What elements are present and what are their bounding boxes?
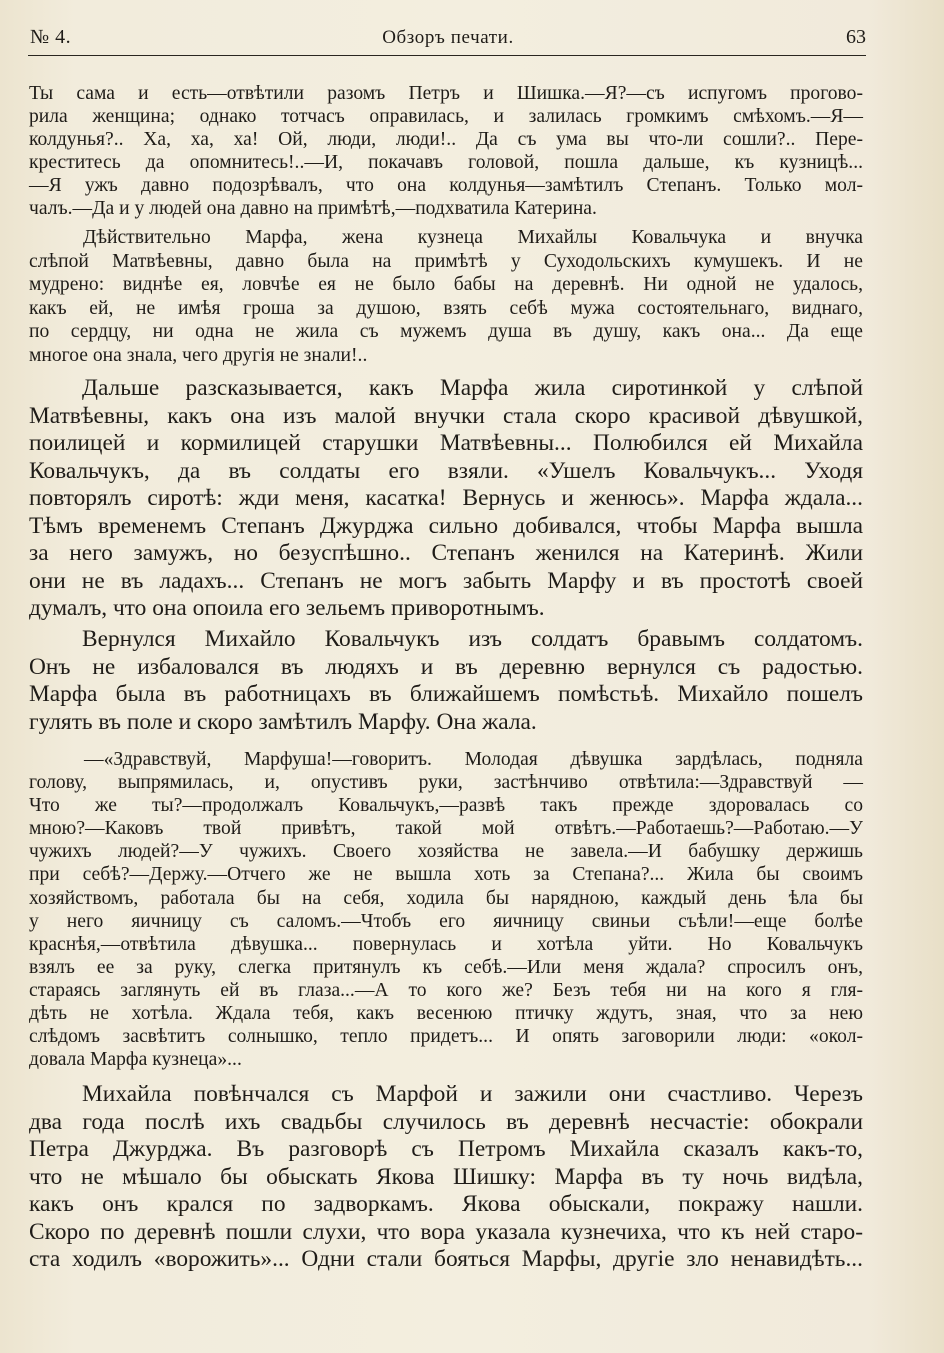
text-line: Что же ты?—продолжалъ Ковальчукъ,—развѣ такъ прежде здоровалась со xyxy=(29,795,863,817)
text-line: при себѣ?—Держу.—Отчего же не вышла хоть за Степана?... Жила бы своимъ xyxy=(29,864,863,886)
text-line: —Я ужъ давно подозрѣвалъ, что она колдунья—замѣтилъ Степанъ. Только мол- xyxy=(29,175,863,197)
text-line: какъ ей, не имѣя гроша за душою, взять себѣ мужа состоятельнаго, виднаго, xyxy=(29,297,863,319)
text-line: по сердцу, ни одна не жила съ мужемъ душа въ душу, какъ она... Да еще xyxy=(29,321,863,343)
text-line: два года послѣ ихъ свадьбы случилось въ деревнѣ несчастіе: обокрали xyxy=(29,1108,863,1135)
text-line: мною?—Каковъ твой привѣтъ, такой мой отвѣтъ.—Работаешь?—Работаю.—У xyxy=(29,818,863,840)
text-line: Марфа была въ работницахъ въ ближайшемъ помѣстьѣ. Михайло пошелъ xyxy=(29,681,863,707)
text-line: Дѣйствительно Марфа, жена кузнеца Михайлы Ковальчука и внучка xyxy=(83,227,863,248)
text-line: Матвѣевны, какъ она изъ малой внучки стала скоро красивой дѣвушкой, xyxy=(29,402,863,429)
text-line: —«Здравствуй, Марфуша!—говоритъ. Молодая дѣвушка зардѣлась, подняла xyxy=(84,749,863,770)
text-line: Скоро по деревнѣ пошли слухи, что вора указала кузнечиха, что къ ней старо- xyxy=(29,1218,863,1245)
text-line: взялъ ее за руку, слегка притянулъ къ себѣ.—Или меня ждала? спросилъ онъ, xyxy=(29,956,863,978)
header-rule xyxy=(28,55,866,56)
paragraph-summary-1 xyxy=(29,375,863,623)
paragraph-summary-3 xyxy=(29,1081,863,1274)
text-line: чужихъ людей?—У чужихъ. Своего хозяйства не завела.—И бабушку держишь xyxy=(29,841,863,863)
text-line: ста ходилъ «ворожить»... Одни стали бояться Марфы, другіе зло ненавидѣть... xyxy=(29,1246,863,1272)
text-line: чалъ.—Да и у людей она давно на примѣтѣ,—подхватила Катерина. xyxy=(29,198,597,220)
text-line: Петра Джурджа. Въ разговорѣ съ Петромъ Михайла сказалъ какъ-то, xyxy=(29,1136,863,1162)
text-line: многое она знала, чего другія не знали!.. xyxy=(29,344,368,366)
text-line: какъ онъ крался по задворкамъ. Якова обыскали, покражу нашли. xyxy=(29,1191,863,1217)
paragraph-summary-2 xyxy=(29,626,863,736)
paragraph-dialogue-2 xyxy=(29,748,863,1071)
text-line: Онъ не избаловался въ людяхъ и въ деревню вернулся съ радостью. xyxy=(29,653,863,680)
issue-number: № 4. xyxy=(30,26,72,48)
text-line: Вернулся Михайло Ковальчукъ изъ солдатъ бравымъ солдатомъ. xyxy=(82,626,863,652)
text-line: поилицей и кормилицей старушки Матвѣевны... Полюбился ей Михайла xyxy=(29,430,863,456)
text-line: они не въ ладахъ... Степанъ не могъ забыть Марфу и въ простотѣ своей xyxy=(29,567,863,594)
text-line: колдунья?.. Ха, ха, ха! Ой, люди, люди!.. Да съ ума вы что-ли сошли?.. Пере- xyxy=(29,129,863,151)
text-line: мудрено: виднѣе ея, ловчѣе ея не было бабы на деревнѣ. Ни одной не удалось, xyxy=(29,274,863,296)
text-line: Дальше разсказывается, какъ Марфа жила сиротинкой у слѣпой xyxy=(82,375,863,401)
text-line: Тѣмъ временемъ Степанъ Джурджа сильно добивался, чтобы Марфа вышла xyxy=(29,512,863,539)
text-line: краснѣя,—отвѣтила дѣвушка... повернулась и хотѣла уйти. Но Ковальчукъ xyxy=(29,933,863,955)
text-line: у него яичницу съ саломъ.—Чтобъ его яичницу свиньи съѣли!—еще болѣе xyxy=(29,910,863,932)
text-line: слѣдомъ засвѣтитъ солнышко, тепло придетъ... И опять заговорили люди: «окол- xyxy=(29,1026,863,1048)
running-title: Обзоръ печати. xyxy=(382,27,514,48)
text-line: за него замужъ, но безуспѣшно.. Степанъ женился на Катеринѣ. Жили xyxy=(29,540,863,566)
text-line: дѣть не хотѣла. Ждала тебя, какъ весенюю птичку ждутъ, зная, что за нею xyxy=(29,1003,863,1025)
text-line: повторялъ сиротѣ: жди меня, касатка! Вернусь и женюсь». Марфа ждала... xyxy=(29,485,863,511)
text-line: голову, выпрямилась, и, опустивъ руки, застѣнчиво отвѣтила:—Здравствуй — xyxy=(29,772,863,794)
text-line: креститесь да опомнитесь!..—И, покачавъ головой, пошла дальше, къ кузницѣ... xyxy=(29,152,863,174)
text-line: Ковальчукъ, да въ солдаты его взяли. «Ушелъ Ковальчукъ... Уходя xyxy=(29,457,863,484)
paragraph-marfa-intro xyxy=(29,226,863,368)
text-line: довала Марфа кузнеца»... xyxy=(29,1049,242,1071)
text-line: Михайла повѣнчался съ Марфой и зажили они счастливо. Черезъ xyxy=(82,1081,863,1107)
text-line: что не мѣшало бы обыскать Якова Шишку: Марфа въ ту ночь видѣла, xyxy=(29,1163,863,1190)
paragraph-dialogue-1 xyxy=(29,82,863,221)
page-header xyxy=(30,26,866,54)
text-line: думалъ, что она опоила его зельемъ приворотнымъ. xyxy=(29,595,545,621)
text-line: стараясь заглянуть ей въ глаза...—А то кого же? Безъ тебя ни на кого я гля- xyxy=(29,979,863,1001)
text-line: Ты сама и есть—отвѣтили разомъ Петръ и Шишка.—Я?—съ испугомъ прогово- xyxy=(29,83,863,104)
text-line: слѣпой Матвѣевны, давно была на примѣтѣ у Суходольскихъ кумушекъ. И не xyxy=(29,250,863,272)
text-line: рила женщина; однако тотчасъ оправилась, и залилась громкимъ смѣхомъ.—Я— xyxy=(29,106,863,128)
page-number: 63 xyxy=(846,26,866,48)
text-line: гулять въ поле и скоро замѣтилъ Марфу. Она жала. xyxy=(29,708,537,735)
text-line: хозяйствомъ, работала бы на себя, ходила бы нарядною, каждый день ѣла бы xyxy=(29,887,863,909)
